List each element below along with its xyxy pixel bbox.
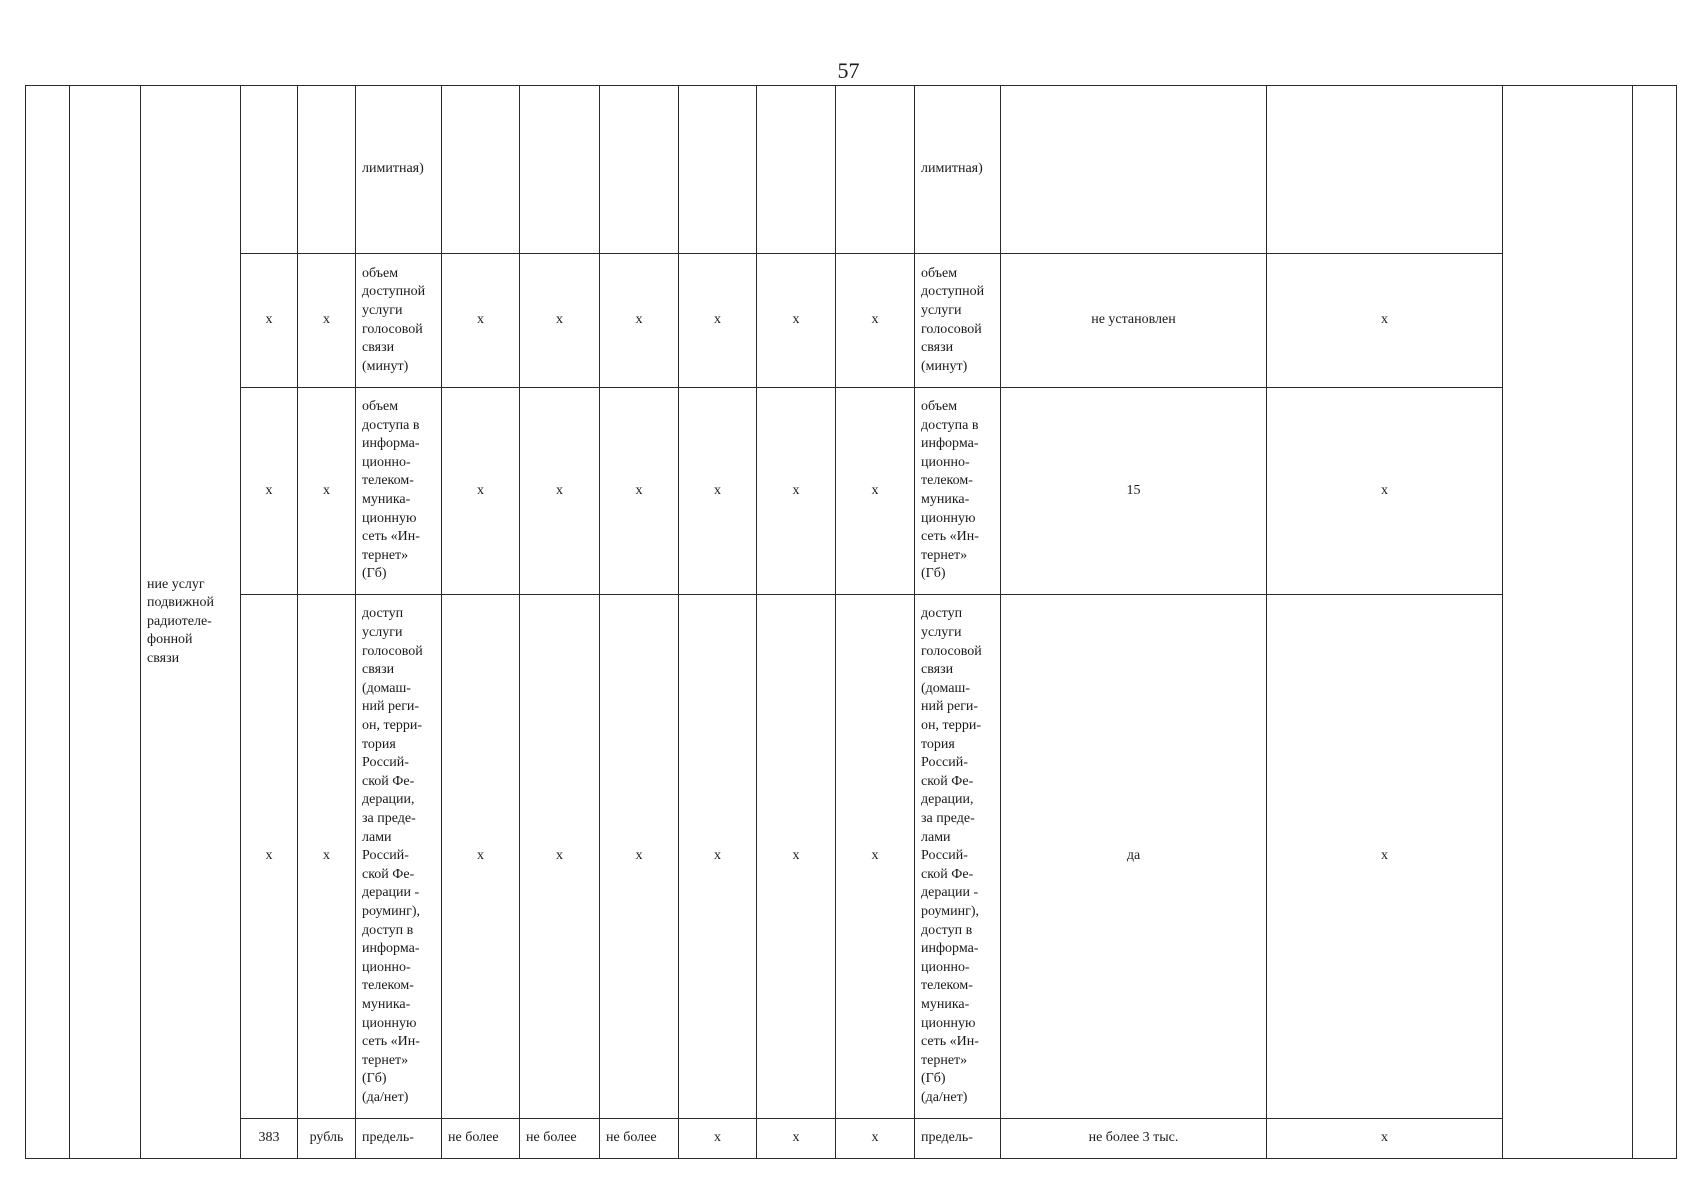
cell-value <box>757 86 836 254</box>
table-row <box>26 254 1677 388</box>
cell-value: x <box>836 595 915 1119</box>
cell-characteristic-approved: объем доступа в информа- ционно- телеком- муника- ционную сеть «Ин- тернет» (Гб) <box>915 388 1001 595</box>
cell-unit: x <box>298 595 356 1119</box>
cell-value: x <box>836 1119 915 1159</box>
cell-value: x <box>757 388 836 595</box>
cell-characteristic: предель- <box>356 1119 442 1159</box>
requirements-table <box>25 85 1677 1159</box>
cell-characteristic: лимитная) <box>356 86 442 254</box>
table-row <box>26 1119 1677 1159</box>
cell-value: x <box>679 595 757 1119</box>
cell-value: x <box>600 388 679 595</box>
table-row <box>26 595 1677 1119</box>
cell-index <box>26 86 70 1159</box>
cell-value <box>679 86 757 254</box>
cell-unit: рубль <box>298 1119 356 1159</box>
cell-approved-value <box>1001 86 1267 254</box>
cell-justification: x <box>1267 1119 1503 1159</box>
cell-value <box>520 86 600 254</box>
cell-approved-value: 15 <box>1001 388 1267 595</box>
cell-unit: x <box>298 254 356 388</box>
cell-value: x <box>757 595 836 1119</box>
cell-justification <box>1267 86 1503 254</box>
cell-value <box>442 86 520 254</box>
cell-value: x <box>679 388 757 595</box>
cell-value: x <box>442 595 520 1119</box>
cell-characteristic: объем доступа в информа- ционно- телеком- муника- ционную сеть «Ин- тернет» (Гб) <box>356 388 442 595</box>
cell-value: x <box>442 254 520 388</box>
cell-value: x <box>442 388 520 595</box>
cell-edge <box>1633 86 1677 1159</box>
cell-okei-code <box>241 86 298 254</box>
cell-unit: x <box>298 388 356 595</box>
cell-justification: x <box>1267 254 1503 388</box>
cell-value: x <box>757 254 836 388</box>
cell-code <box>70 86 141 1159</box>
cell-value: x <box>679 1119 757 1159</box>
cell-value <box>836 86 915 254</box>
cell-okei-code: x <box>241 388 298 595</box>
cell-approved-value: не установлен <box>1001 254 1267 388</box>
cell-characteristic: объем доступной услуги голосовой связи (минут) <box>356 254 442 388</box>
cell-value <box>600 86 679 254</box>
cell-value: не более <box>520 1119 600 1159</box>
cell-characteristic-approved: лимитная) <box>915 86 1001 254</box>
table-row <box>26 388 1677 595</box>
cell-value: x <box>520 254 600 388</box>
cell-value: x <box>679 254 757 388</box>
cell-okei-code: 383 <box>241 1119 298 1159</box>
table-row <box>26 86 1677 254</box>
cell-value: x <box>836 254 915 388</box>
cell-justification: x <box>1267 388 1503 595</box>
cell-approved-value: да <box>1001 595 1267 1119</box>
cell-value: не более <box>600 1119 679 1159</box>
cell-okei-code: x <box>241 254 298 388</box>
page-number: 57 <box>837 58 860 83</box>
cell-characteristic-approved: предель- <box>915 1119 1001 1159</box>
cell-characteristic-approved: объем доступной услуги голосовой связи (минут) <box>915 254 1001 388</box>
cell-approved-value: не более 3 тыс. <box>1001 1119 1267 1159</box>
cell-justification: x <box>1267 595 1503 1119</box>
cell-value: x <box>757 1119 836 1159</box>
cell-value: x <box>520 595 600 1119</box>
cell-value: x <box>836 388 915 595</box>
cell-service-name: ние услуг подвижной радиотеле- фонной связи <box>141 86 241 1159</box>
cell-characteristic-approved: доступ услуги голосовой связи (домаш- ний реги- он, терри- тория Россий- ской Фе- дерации, за преде- лами Россий- ской Фе- дерации - роуминг), доступ в информа- ционно- телеком- муника- ционную сеть «Ин- тернет» (Гб) (да/нет) <box>915 595 1001 1119</box>
cell-function <box>1503 86 1633 1159</box>
cell-characteristic: доступ услуги голосовой связи (домаш- ний реги- он, терри- тория Россий- ской Фе- дерации, за преде- лами Россий- ской Фе- дерации - роуминг), доступ в информа- ционно- телеком- муника- ционную сеть «Ин- тернет» (Гб) (да/нет) <box>356 595 442 1119</box>
cell-value: x <box>520 388 600 595</box>
cell-value: x <box>600 254 679 388</box>
cell-unit <box>298 86 356 254</box>
cell-okei-code: x <box>241 595 298 1119</box>
cell-value: не более <box>442 1119 520 1159</box>
cell-value: x <box>600 595 679 1119</box>
